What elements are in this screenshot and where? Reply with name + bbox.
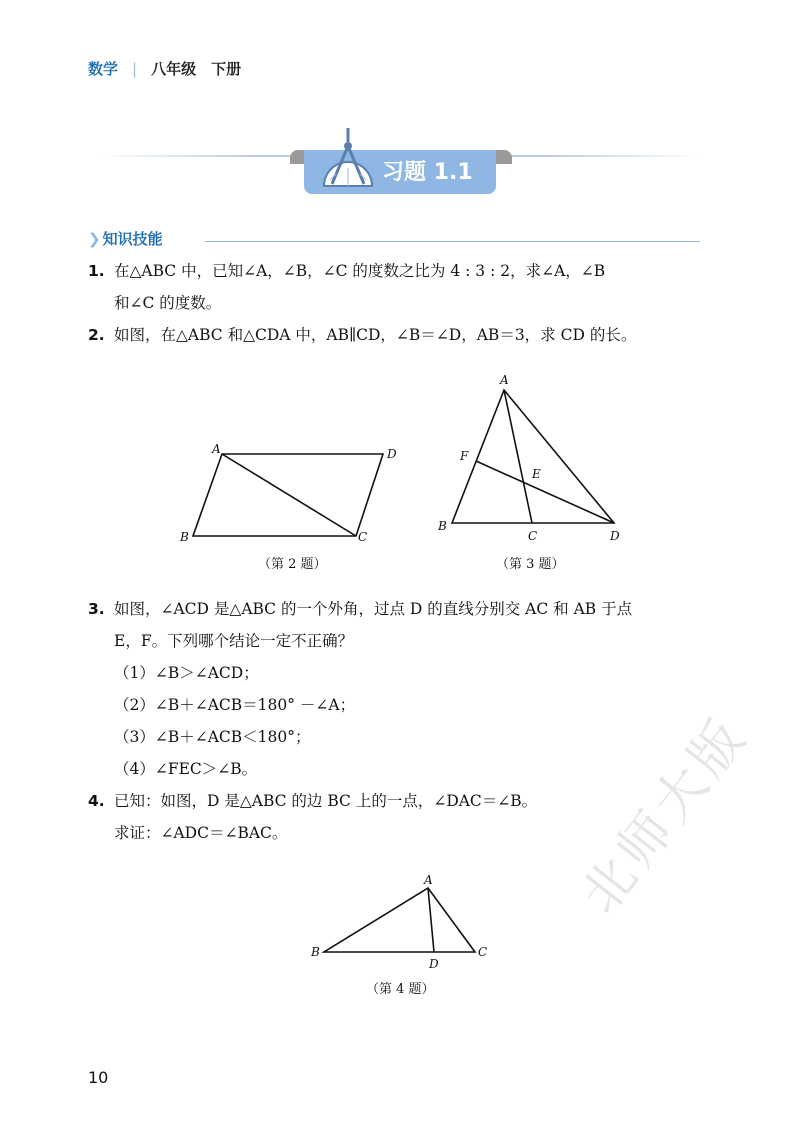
problem-text: 如图，∠ACD 是△ABC 的一个外角，过点 D 的直线分别交 AC 和 AB 于点 bbox=[114, 600, 633, 618]
problem-3-line-1 bbox=[88, 602, 632, 618]
fig3-label-c: C bbox=[528, 529, 538, 543]
figure-3-triangle bbox=[432, 370, 632, 550]
fig3-label-f: F bbox=[460, 449, 469, 463]
section-heading bbox=[88, 228, 163, 249]
header-subject: 数学 bbox=[88, 60, 119, 78]
problem-3-option-1: （1）∠B＞∠ACD； bbox=[114, 664, 259, 682]
problem-3-option-3: （3）∠B＋∠ACB＜180°； bbox=[114, 728, 311, 746]
problem-number: 4. bbox=[88, 792, 105, 810]
problem-1-line-1 bbox=[88, 264, 605, 280]
problem-3-option-2: （2）∠B＋∠ACB＝180° －∠A； bbox=[114, 696, 356, 714]
fig4-label-c: C bbox=[478, 945, 488, 959]
header-separator: | bbox=[132, 60, 138, 78]
exercise-title: 习题 1.1 bbox=[382, 160, 473, 185]
problem-text: 在△ABC 中，已知∠A，∠B，∠C 的度数之比为 4 : 3 : 2，求∠A，∠B bbox=[114, 262, 606, 280]
page-header bbox=[88, 58, 241, 79]
fig3-label-e: E bbox=[532, 467, 541, 481]
problem-2-line-1 bbox=[88, 328, 636, 344]
header-grade: 八年级 下册 bbox=[151, 60, 242, 78]
fig3-label-b: B bbox=[438, 519, 447, 533]
fig4-label-b: B bbox=[311, 945, 320, 959]
fig2-label-d: D bbox=[387, 447, 397, 461]
figure-4-caption: （第 4 题） bbox=[366, 982, 435, 997]
problem-4-line-2: 求证：∠ADC＝∠BAC。 bbox=[114, 824, 288, 842]
page-number: 10 bbox=[88, 1068, 109, 1087]
problem-number: 3. bbox=[88, 600, 105, 618]
section-rule bbox=[205, 241, 700, 242]
fig4-label-a: A bbox=[424, 873, 433, 887]
problem-text: 如图，在△ABC 和△CDA 中，AB∥CD，∠B＝∠D，AB＝3，求 CD 的长。 bbox=[114, 326, 637, 344]
problem-number: 1. bbox=[88, 262, 105, 280]
fig3-label-a: A bbox=[500, 373, 509, 387]
figure-2-parallelogram bbox=[175, 440, 405, 550]
figure-4-triangle bbox=[308, 872, 498, 972]
section-title: 知识技能 bbox=[102, 230, 163, 248]
problem-4-line-1 bbox=[88, 794, 537, 810]
fig4-label-d: D bbox=[429, 957, 439, 971]
problem-text: 已知：如图，D 是△ABC 的边 BC 上的一点，∠DAC＝∠B。 bbox=[114, 792, 538, 810]
compass-protractor-icon bbox=[318, 128, 378, 194]
problem-3-line-2: E，F。下列哪个结论一定不正确？ bbox=[114, 632, 354, 650]
chevron-right-icon: ❯ bbox=[88, 230, 101, 248]
problem-number: 2. bbox=[88, 326, 105, 344]
problem-3-option-4: （4）∠FEC＞∠B。 bbox=[114, 760, 258, 778]
problem-1-line-2: 和∠C 的度数。 bbox=[114, 294, 222, 312]
fig2-label-c: C bbox=[358, 530, 368, 544]
fig2-label-a: A bbox=[212, 442, 221, 456]
watermark: 北师大版 bbox=[570, 705, 761, 925]
fig2-label-b: B bbox=[180, 530, 189, 544]
figure-3-caption: （第 3 题） bbox=[496, 557, 565, 572]
figure-2-caption: （第 2 题） bbox=[258, 557, 327, 572]
fig3-label-d: D bbox=[610, 529, 620, 543]
